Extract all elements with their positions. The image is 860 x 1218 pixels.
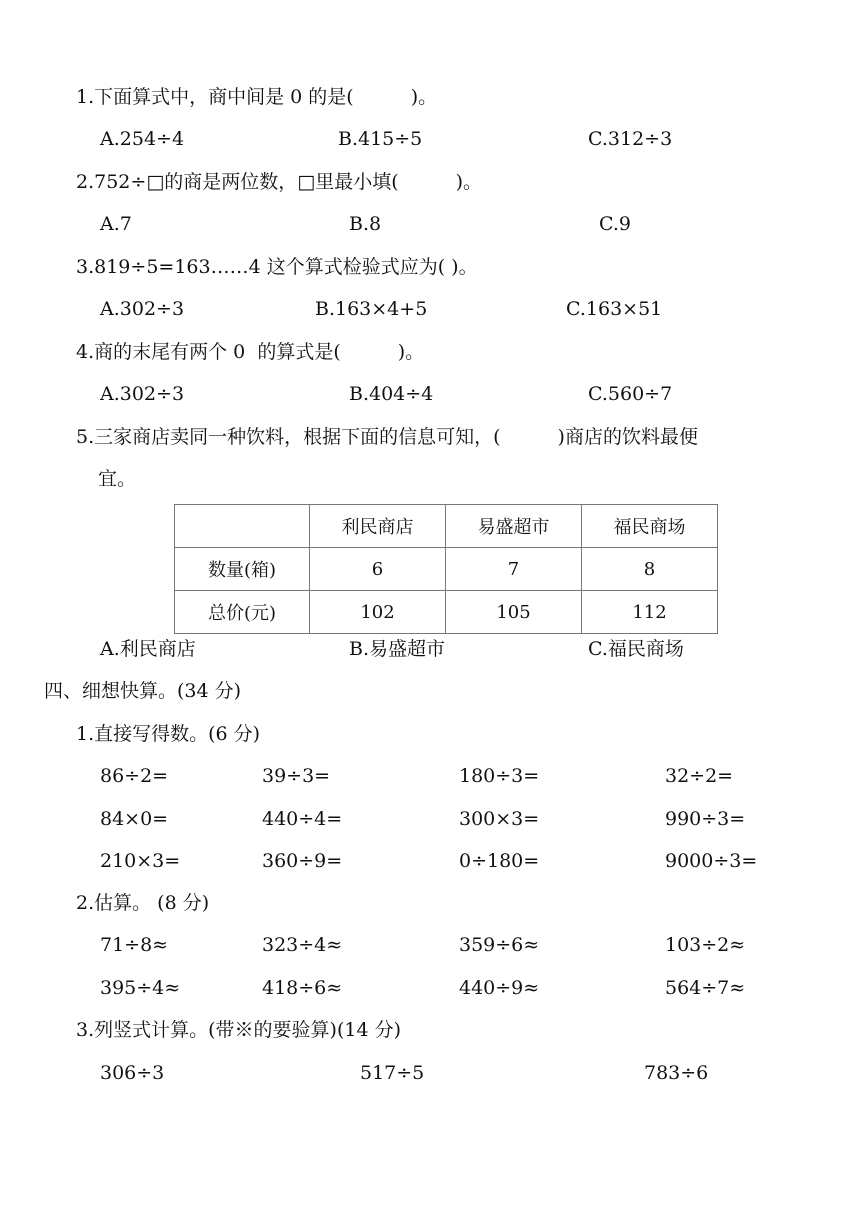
question-1-option-b: B.415÷5 (338, 128, 423, 150)
question-1-option-a: A.254÷4 (100, 128, 185, 150)
estimate-item: 395÷4≈ (100, 977, 181, 999)
calc-item: 86÷2= (100, 765, 169, 787)
question-4-option-b: B.404÷4 (349, 383, 434, 405)
question-3-option-b: B.163×4+5 (315, 298, 428, 320)
question-5-stem-line-2: 宜。 (98, 468, 137, 490)
question-2-stem: 2.752÷□的商是两位数，□里最小填( )。 (76, 171, 483, 193)
question-3-option-a: A.302÷3 (100, 298, 185, 320)
question-3-stem: 3.819÷5=163……4 这个算式检验式应为( )。 (76, 256, 478, 278)
table-cell: 112 (582, 591, 718, 634)
question-5-option-c: C.福民商场 (588, 638, 684, 660)
table-cell: 数量(箱) (175, 548, 310, 591)
calc-item: 440÷4= (262, 808, 343, 830)
vertical-calc-item: 783÷6 (644, 1062, 709, 1084)
table-header-row (175, 505, 718, 548)
table-row (175, 591, 718, 634)
calc-item: 990÷3= (665, 808, 746, 830)
section-4-title: 四、细想快算。(34 分) (44, 680, 242, 702)
calc-item: 210×3= (100, 850, 181, 872)
table-row (175, 548, 718, 591)
table-header-cell: 易盛超市 (446, 505, 582, 548)
vertical-calc-item: 517÷5 (360, 1062, 425, 1084)
table-header-cell: 利民商店 (310, 505, 446, 548)
calc-item: 180÷3= (459, 765, 540, 787)
table-cell: 102 (310, 591, 446, 634)
question-2-option-b: B.8 (349, 213, 382, 235)
table-header-cell (175, 505, 310, 548)
calc-item: 300×3= (459, 808, 540, 830)
calc-item: 0÷180= (459, 850, 540, 872)
table-cell: 8 (582, 548, 718, 591)
vertical-calc-item: 306÷3 (100, 1062, 165, 1084)
estimate-item: 359÷6≈ (459, 934, 540, 956)
question-5-option-b: B.易盛超市 (349, 638, 446, 660)
calc-item: 32÷2= (665, 765, 734, 787)
estimate-item: 103÷2≈ (665, 934, 746, 956)
calc-item: 9000÷3= (665, 850, 758, 872)
calc-item: 360÷9= (262, 850, 343, 872)
table-header-cell: 福民商场 (582, 505, 718, 548)
part-1-title: 1.直接写得数。(6 分) (76, 723, 261, 745)
store-price-table (174, 504, 718, 634)
table-cell: 总价(元) (175, 591, 310, 634)
question-1-stem: 1.下面算式中，商中间是 0 的是( )。 (76, 86, 438, 108)
calc-item: 39÷3= (262, 765, 331, 787)
estimate-item: 418÷6≈ (262, 977, 343, 999)
table-cell: 105 (446, 591, 582, 634)
estimate-item: 71÷8≈ (100, 934, 169, 956)
question-1-option-c: C.312÷3 (588, 128, 673, 150)
estimate-item: 323÷4≈ (262, 934, 343, 956)
question-4-option-c: C.560÷7 (588, 383, 673, 405)
question-5-option-a: A.利民商店 (100, 638, 196, 660)
question-5-stem-line-1: 5.三家商店卖同一种饮料，根据下面的信息可知，( )商店的饮料最便 (76, 426, 698, 448)
calc-item: 84×0= (100, 808, 169, 830)
question-3-option-c: C.163×51 (566, 298, 663, 320)
question-2-option-a: A.7 (100, 213, 132, 235)
table-cell: 6 (310, 548, 446, 591)
table-cell: 7 (446, 548, 582, 591)
question-4-option-a: A.302÷3 (100, 383, 185, 405)
question-2-option-c: C.9 (599, 213, 631, 235)
part-2-title: 2.估算。 (8 分) (76, 892, 210, 914)
question-4-stem: 4.商的末尾有两个 0 的算式是( )。 (76, 341, 425, 363)
estimate-item: 564÷7≈ (665, 977, 746, 999)
part-3-title: 3.列竖式计算。(带※的要验算)(14 分) (76, 1019, 401, 1041)
estimate-item: 440÷9≈ (459, 977, 540, 999)
